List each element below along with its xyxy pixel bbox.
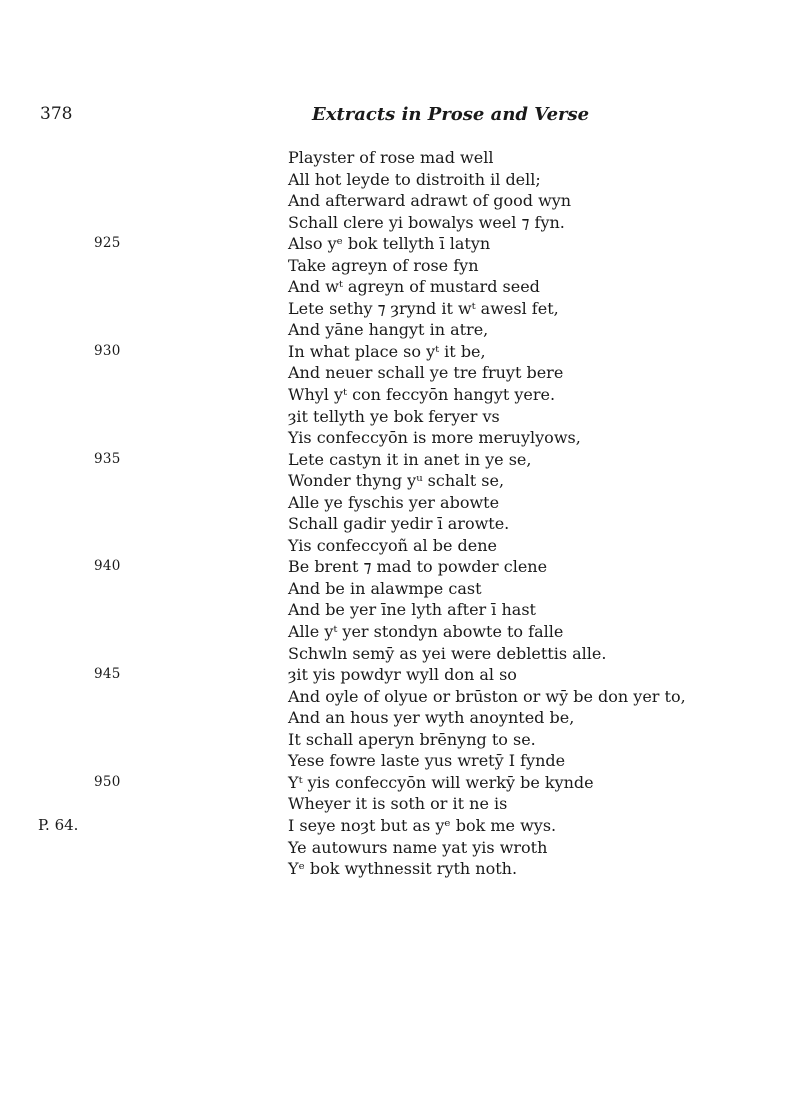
verse-line — [0, 190, 800, 212]
verse-text: Be brent ⁊ mad to powder clene — [288, 557, 548, 577]
verse-line — [0, 298, 800, 320]
verse-line — [0, 772, 800, 794]
verse-line — [0, 319, 800, 341]
side-note: P. 64. — [38, 815, 79, 834]
verse-text: And neuer schall ye tre fruyt bere — [288, 363, 564, 383]
verse-line — [0, 664, 800, 686]
verse-line — [0, 599, 800, 621]
verse-text: And oyle of olyue or brūston or wȳ be don yer to, — [288, 686, 686, 706]
verse-text: Alle yᵗ yer stondyn abowte to falle — [288, 622, 564, 642]
verse-text: Yis confeccyōn is more meruylyows, — [288, 428, 581, 448]
verse-text: All hot leyde to distroith il dell; — [288, 169, 541, 189]
line-number: 940 — [94, 558, 121, 575]
verse-text: Alle ye fyschis yer abowte — [288, 492, 500, 512]
verse-text: And be yer īne lyth after ī hast — [288, 600, 536, 620]
verse-line — [0, 147, 800, 169]
verse-line — [0, 750, 800, 772]
verse-line — [0, 255, 800, 277]
verse-text: Schall clere yi bowalys weel ⁊ fyn. — [288, 212, 565, 232]
verse-line — [0, 729, 800, 751]
verse-text: Playster of rose mad well — [288, 148, 494, 167]
verse-text: And an hous yer wyth anoynted be, — [288, 708, 575, 728]
verse-line — [0, 362, 800, 384]
verse-text: Yese fowre laste yus wretȳ I fynde — [288, 751, 566, 771]
verse-text: And be in alawmpe cast — [288, 578, 482, 598]
verse-text: Ye autowurs name yat yis wroth — [288, 837, 548, 857]
verse-line — [0, 341, 800, 363]
line-number: 935 — [94, 450, 121, 467]
verse-line — [0, 837, 800, 859]
verse-text: I seye noȝt but as yᵉ bok me wys. — [288, 815, 557, 835]
running-title: Extracts in Prose and Verse — [312, 104, 590, 125]
verse-text: It schall aperyn brēnyng to se. — [288, 729, 536, 749]
verse-text: Whyl yᵗ con feccyōn hangyt yere. — [288, 385, 556, 405]
verse-block — [0, 147, 800, 880]
verse-line — [0, 169, 800, 191]
verse-line — [0, 513, 800, 535]
verse-line — [0, 621, 800, 643]
verse-text: Yis confeccyoñ al be dene — [288, 535, 497, 555]
page-number: 378 — [40, 104, 73, 124]
verse-text: ȝit yis powdyr wyll don al so — [288, 665, 517, 685]
verse-text: Yᵉ bok wythnessit ryth noth. — [288, 859, 518, 879]
verse-line — [0, 449, 800, 471]
verse-line — [0, 470, 800, 492]
verse-text: Take agreyn of rose fyn — [288, 255, 479, 275]
verse-text: Wheyer it is soth or it ne is — [288, 794, 508, 814]
line-number: 930 — [94, 342, 121, 359]
verse-line — [0, 793, 800, 815]
verse-line — [0, 535, 800, 557]
verse-line — [0, 427, 800, 449]
verse-line — [0, 686, 800, 708]
verse-line — [0, 212, 800, 234]
verse-line — [0, 406, 800, 428]
verse-text: And afterward adrawt of good wyn — [288, 191, 572, 211]
verse-text: Schall gadir yedir ī arowte. — [288, 514, 510, 534]
verse-line — [0, 858, 800, 880]
verse-text: ȝit tellyth ye bok feryer vs — [288, 406, 500, 426]
verse-line — [0, 556, 800, 578]
verse-text: Wonder thyng yᵘ schalt se, — [288, 471, 505, 491]
line-number: 945 — [94, 666, 121, 683]
verse-line — [0, 492, 800, 514]
verse-line — [0, 384, 800, 406]
verse-text: And yāne hangyt in atre, — [288, 320, 489, 340]
verse-line — [0, 233, 800, 255]
verse-text: Schwln semȳ as yei were deblettis alle. — [288, 643, 607, 663]
verse-text: Also yᵉ bok tellyth ī latyn — [288, 234, 491, 254]
verse-line — [0, 276, 800, 298]
verse-text: Lete castyn it in anet in ye se, — [288, 449, 532, 469]
verse-text: Yᵗ yis confeccyōn will werkȳ be kynde — [288, 772, 594, 792]
verse-line — [0, 643, 800, 665]
verse-line — [0, 578, 800, 600]
line-number: 925 — [94, 235, 121, 252]
line-number: 950 — [94, 773, 121, 790]
verse-line — [0, 707, 800, 729]
verse-text: And wᵗ agreyn of mustard seed — [288, 277, 540, 297]
verse-line — [0, 815, 800, 837]
verse-text: Lete sethy ⁊ ȝrynd it wᵗ awesl fet, — [288, 298, 559, 318]
verse-text: In what place so yᵗ it be, — [288, 341, 486, 361]
